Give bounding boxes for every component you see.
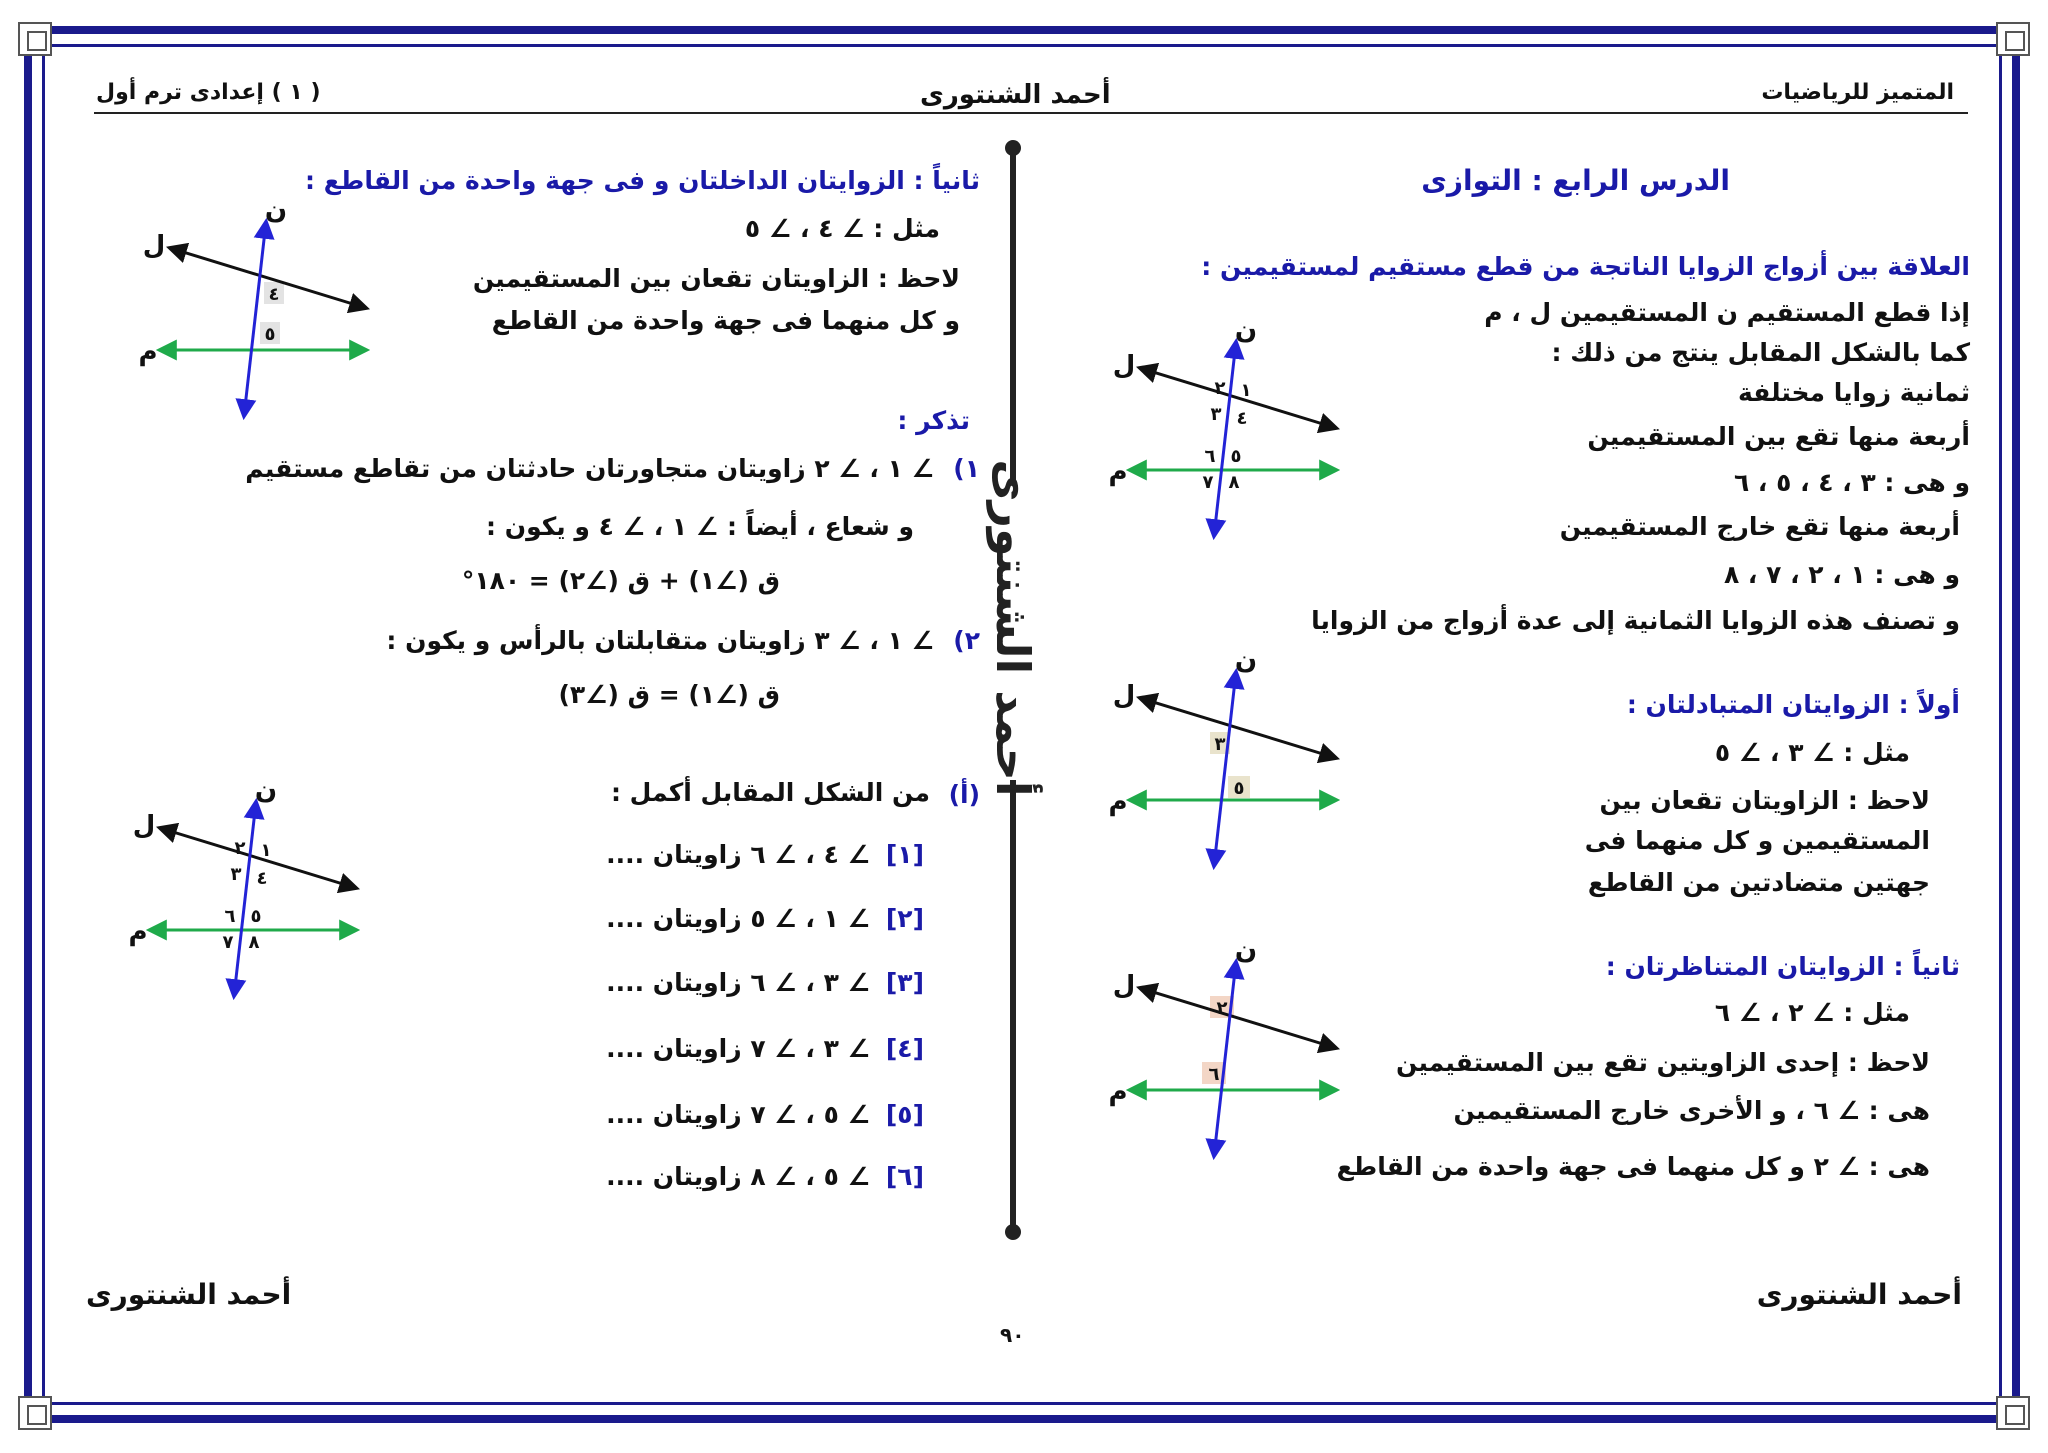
- intro-line: إذا قطع المستقيم ن المستقيمين ل ، م: [1484, 298, 1970, 327]
- figure-interior: [138, 195, 400, 440]
- remember-line: ق (∠١) = ق (∠٣): [558, 680, 780, 709]
- label-n: ن: [1234, 315, 1258, 345]
- label-m: م: [138, 337, 158, 367]
- label-l: ل: [132, 811, 156, 841]
- line-l: [1140, 988, 1336, 1048]
- exercise-heading: من الشكل المقابل أكمل :: [610, 778, 930, 807]
- angle-label-7: ٧: [1202, 472, 1214, 493]
- exercise-item: ∠ ٥ ، ∠ ٨ زاويتان ....: [606, 1162, 870, 1191]
- label-l: ل: [1112, 971, 1136, 1001]
- angle-label-5: ٥: [1233, 778, 1245, 799]
- interior-line: و كل منهما فى جهة واحدة من القاطع: [491, 306, 960, 335]
- remember-2-number: ٢): [953, 626, 980, 655]
- intro-line: أربعة منها تقع بين المستقيمين: [1587, 422, 1970, 451]
- angle-label-7: ٧: [222, 932, 234, 953]
- exercise-item: ∠ ٣ ، ∠ ٦ زاويتان ....: [606, 968, 870, 997]
- label-m: م: [1108, 787, 1128, 817]
- exercise-item-number: [١]: [885, 840, 924, 869]
- intro-line: ثمانية زوايا مختلفة: [1737, 378, 1970, 407]
- corresponding-line: هى : ∠ ٢ و كل منهما فى جهة واحدة من القاطع: [1336, 1152, 1930, 1181]
- header-author: أحمد الشنتورى: [920, 80, 1111, 110]
- label-l: ل: [1112, 681, 1136, 711]
- exercise-item-number: [٥]: [885, 1100, 924, 1129]
- footer-author-right: أحمد الشنتورى: [1756, 1278, 1962, 1311]
- label-n: ن: [254, 775, 278, 805]
- parallel-lines-figure: [1108, 315, 1370, 560]
- parallel-lines-figure: [128, 775, 390, 1020]
- remember-1-number: ١): [953, 454, 980, 483]
- corner-ornament-tl: [18, 22, 52, 56]
- divider-top-dot: [1005, 140, 1021, 156]
- angle-label-1: ١: [1240, 380, 1252, 401]
- angle-label-4: ٤: [268, 284, 280, 305]
- alternate-line: مثل : ∠ ٣ ، ∠ ٥: [1714, 738, 1910, 767]
- vertical-author-signature: أحمد الشنتورى: [986, 459, 1040, 797]
- exercise-item-number: [٣]: [885, 968, 924, 997]
- angle-label-5: ٥: [1230, 446, 1242, 467]
- angle-label-4: ٤: [256, 868, 268, 889]
- angle-label-3: ٣: [1214, 734, 1226, 755]
- intro-line: و هى : ١ ، ٢ ، ٧ ، ٨: [1723, 560, 1960, 589]
- figure-corresponding: [1108, 935, 1370, 1180]
- label-l: ل: [1112, 351, 1136, 381]
- angle-label-5: ٥: [250, 906, 262, 927]
- label-l: ل: [142, 231, 166, 261]
- intro-line: و تصنف هذه الزوايا الثمانية إلى عدة أزواج من الزوايا: [1311, 606, 1960, 635]
- exercise-item-number: [٦]: [885, 1162, 924, 1191]
- remember-line: ∠ ١ ، ∠ ٢ زاويتان متجاورتان حادثتان من تقاطع مستقيم: [245, 454, 934, 483]
- label-m: م: [1108, 1077, 1128, 1107]
- alternate-line: لاحظ : الزاويتان تقعان بين: [1599, 786, 1930, 815]
- figure-alternate: [1108, 645, 1370, 890]
- corresponding-line: لاحظ : إحدى الزاويتين تقع بين المستقيمين: [1395, 1048, 1930, 1077]
- remember-heading: تذكر :: [897, 406, 970, 435]
- figure-exercise: [128, 775, 390, 1020]
- corner-ornament-tr: [1996, 22, 2030, 56]
- label-m: م: [128, 917, 148, 947]
- remember-line: ق (∠١) + ق (∠٢) = ١٨٠°: [461, 566, 780, 595]
- angle-label-3: ٣: [1210, 404, 1222, 425]
- intro-line: كما بالشكل المقابل ينتج من ذلك :: [1551, 338, 1970, 367]
- interior-heading: ثانياً : الزوايتان الداخلتان و فى جهة واحدة من القاطع :: [305, 166, 980, 195]
- label-n: ن: [264, 195, 288, 225]
- exercise-item: ∠ ١ ، ∠ ٥ زاويتان ....: [606, 904, 870, 933]
- interior-line: مثل : ∠ ٤ ، ∠ ٥: [744, 214, 940, 243]
- parallel-lines-figure: [1108, 935, 1370, 1180]
- transversal-n: [1214, 672, 1236, 866]
- label-n: ن: [1234, 935, 1258, 965]
- exercise-item: ∠ ٣ ، ∠ ٧ زاويتان ....: [606, 1034, 870, 1063]
- intro-line: و هى : ٣ ، ٤ ، ٥ ، ٦: [1733, 468, 1970, 497]
- interior-line: لاحظ : الزاويتان تقعان بين المستقيمين: [472, 264, 960, 293]
- corresponding-line: هى : ∠ ٦ ، و الأخرى خارج المستقيمين: [1453, 1096, 1930, 1125]
- header-grade: ( ١ ) إعدادى ترم أول: [96, 80, 321, 105]
- remember-line: ∠ ١ ، ∠ ٣ زاويتان متقابلتان بالرأس و يكون :: [386, 626, 934, 655]
- angle-label-6: ٦: [1208, 1064, 1220, 1085]
- transversal-n: [1214, 962, 1236, 1156]
- exercise-item: ∠ ٥ ، ∠ ٧ زاويتان ....: [606, 1100, 870, 1129]
- exercise-item-number: [٢]: [885, 904, 924, 933]
- divider-bottom-dot: [1005, 1224, 1021, 1240]
- intro-line: أربعة منها تقع خارج المستقيمين: [1559, 512, 1960, 541]
- alternate-heading: أولاً : الزوايتان المتبادلتان :: [1626, 690, 1960, 719]
- alternate-line: جهتين متضادتين من القاطع: [1587, 868, 1930, 897]
- angle-label-2: ٢: [1214, 378, 1226, 399]
- angle-label-4: ٤: [1236, 408, 1248, 429]
- figure-full: [1108, 315, 1370, 560]
- parallel-lines-figure: [1108, 645, 1370, 890]
- alternate-line: المستقيمين و كل منهما فى: [1584, 826, 1930, 855]
- line-l: [1140, 698, 1336, 758]
- angle-label-8: ٨: [1228, 472, 1240, 493]
- corresponding-line: مثل : ∠ ٢ ، ∠ ٦: [1714, 998, 1910, 1027]
- header-right-title: المتميز للرياضيات: [1761, 80, 1954, 105]
- page-number: ٩٠: [1000, 1323, 1025, 1347]
- angle-label-3: ٣: [230, 864, 242, 885]
- angle-label-6: ٦: [1204, 446, 1216, 467]
- corresponding-heading: ثانياً : الزوايتان المتناظرتان :: [1605, 952, 1960, 981]
- transversal-n: [1214, 342, 1236, 536]
- angle-label-6: ٦: [224, 906, 236, 927]
- corner-ornament-bl: [18, 1396, 52, 1430]
- exercise-item: ∠ ٤ ، ∠ ٦ زاويتان ....: [606, 840, 870, 869]
- transversal-n: [244, 222, 266, 416]
- parallel-lines-figure: [138, 195, 400, 440]
- lesson-title: الدرس الرابع : التوازى: [1421, 164, 1730, 197]
- corner-ornament-br: [1996, 1396, 2030, 1430]
- label-m: م: [1108, 457, 1128, 487]
- remember-line: و شعاع ، أيضاً : ∠ ١ ، ∠ ٤ و يكون :: [486, 512, 914, 541]
- footer-author-left: أحمد الشنتورى: [86, 1278, 292, 1311]
- label-n: ن: [1234, 645, 1258, 675]
- angle-label-2: ٢: [234, 838, 246, 859]
- angle-label-5: ٥: [264, 324, 276, 345]
- exercise-item-number: [٤]: [885, 1034, 924, 1063]
- intro-heading: العلاقة بين أزواج الزوايا الناتجة من قطع مستقيم لمستقيمين :: [1201, 252, 1970, 281]
- angle-label-1: ١: [260, 840, 272, 861]
- exercise-number: (أ): [948, 780, 980, 809]
- angle-label-8: ٨: [248, 932, 260, 953]
- angle-label-2: ٢: [1216, 998, 1228, 1019]
- transversal-n: [234, 802, 256, 996]
